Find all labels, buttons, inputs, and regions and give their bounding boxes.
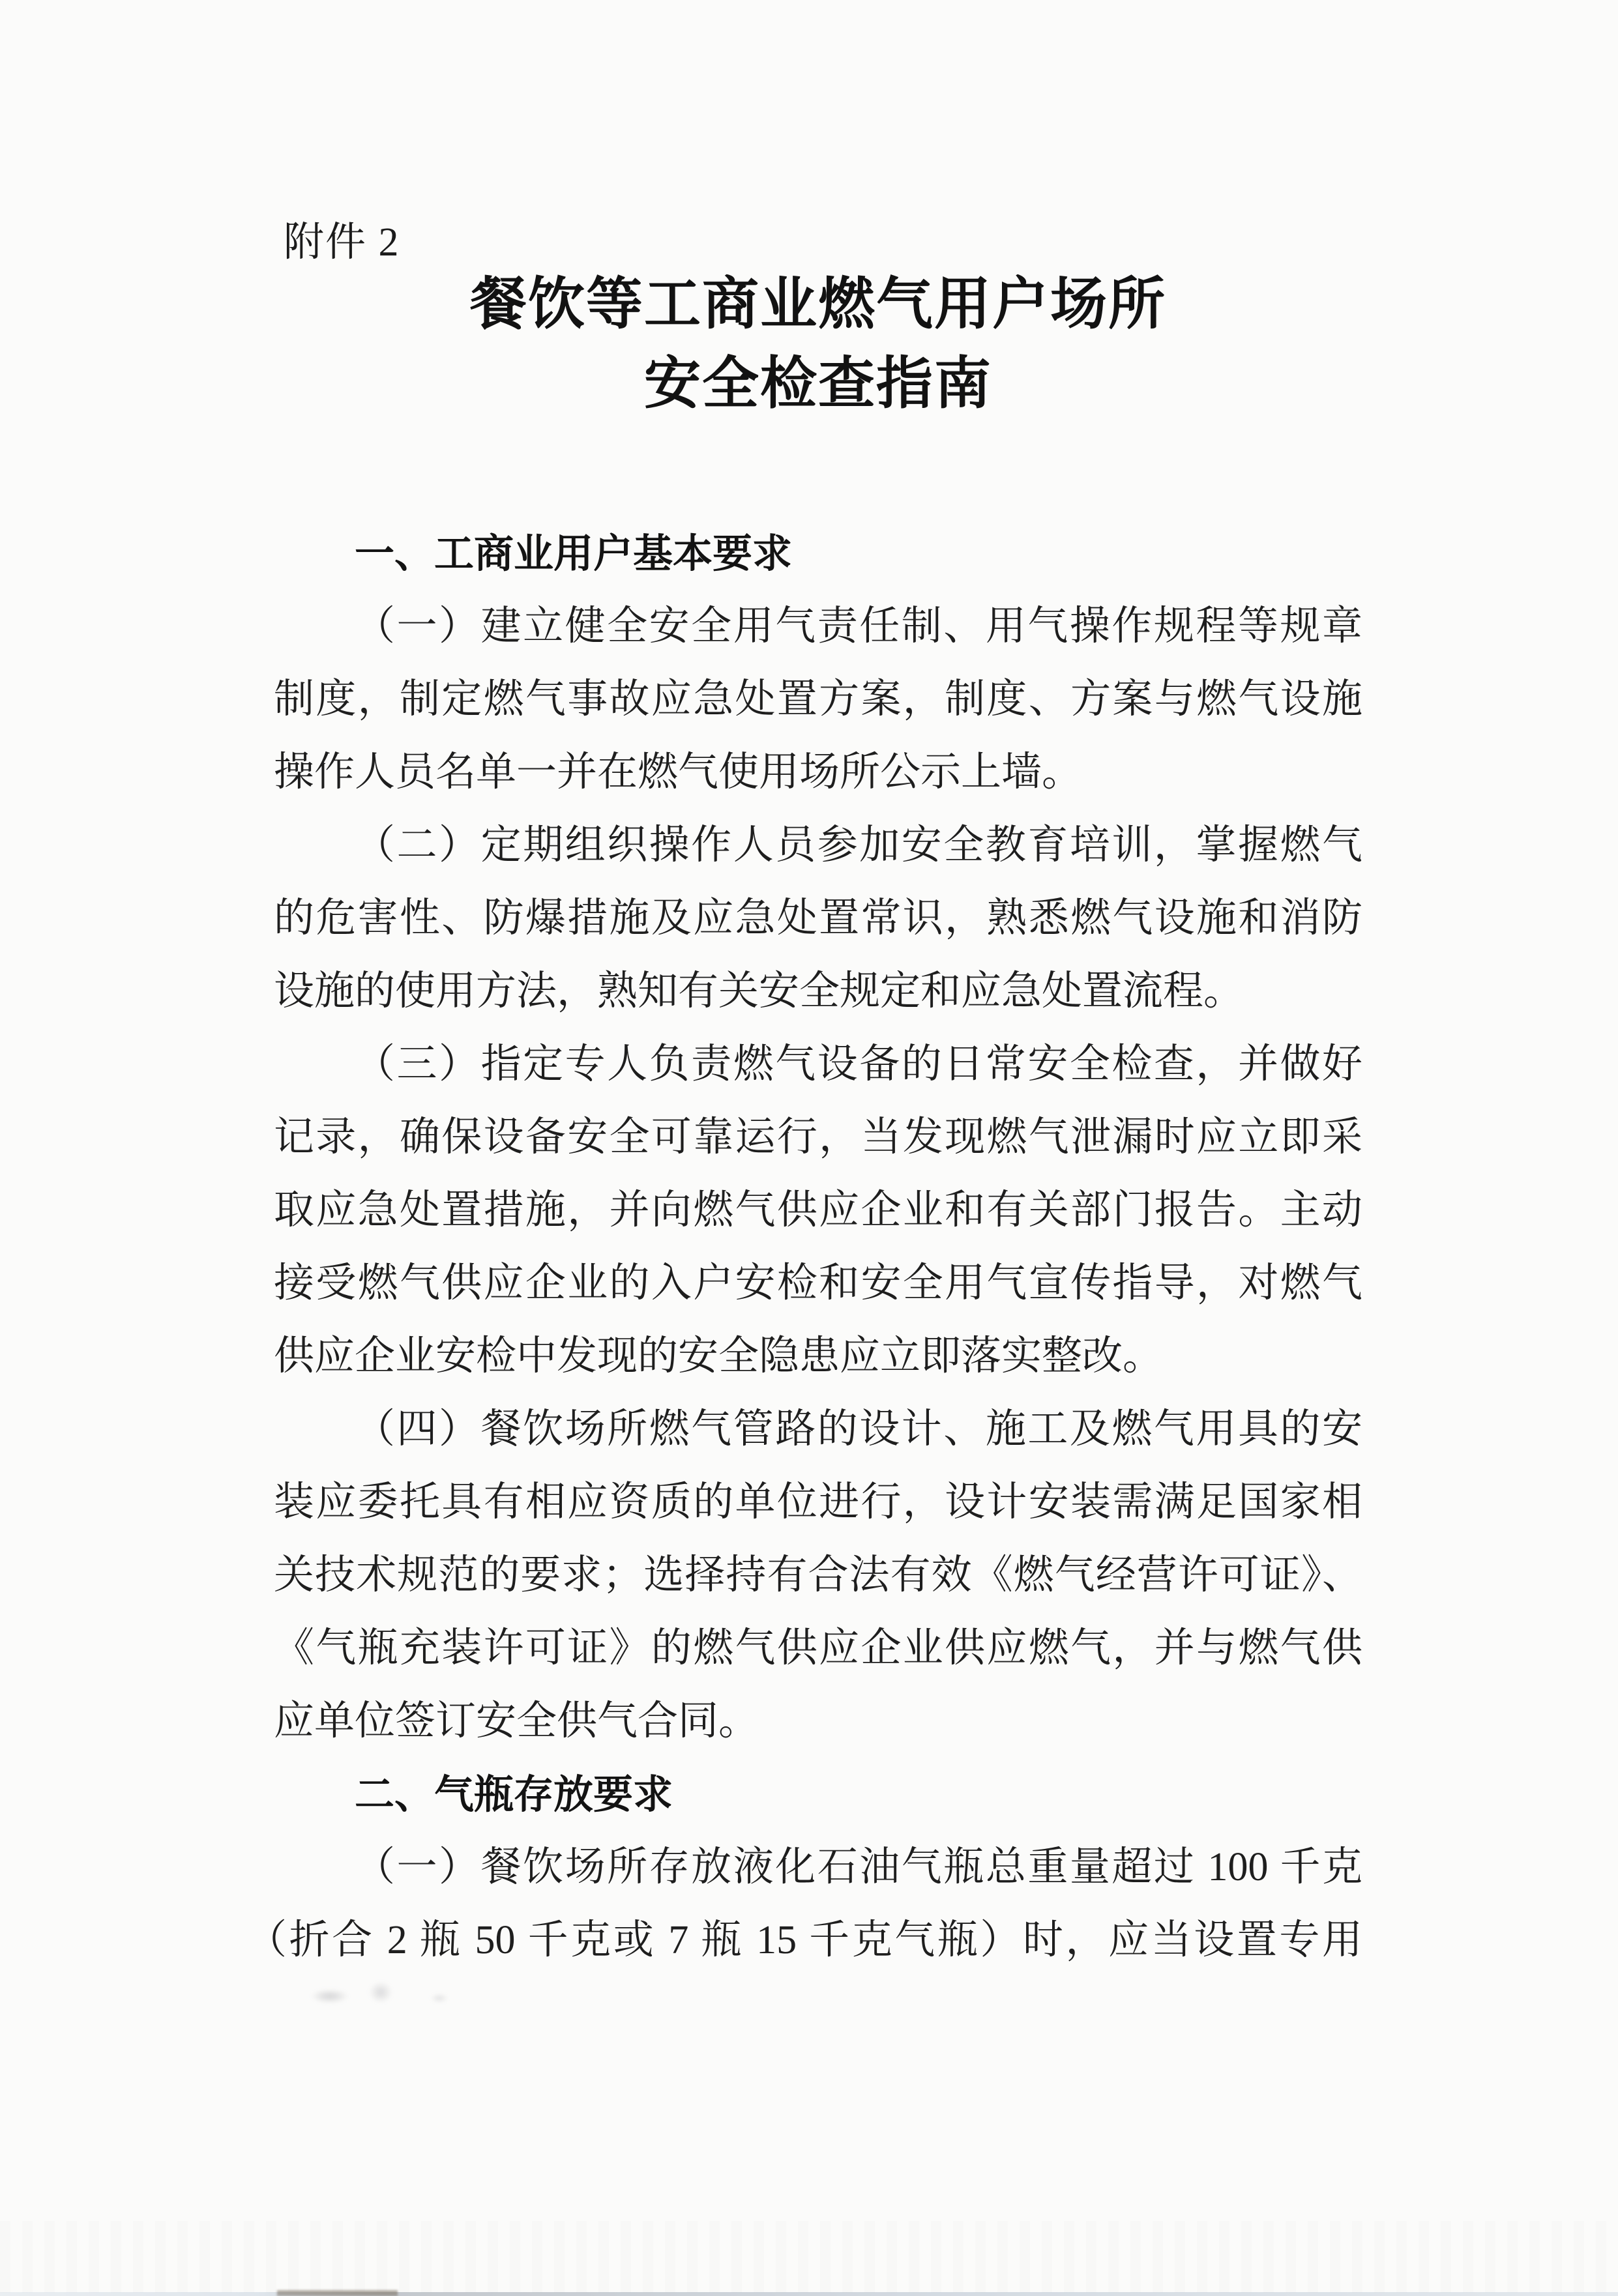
paragraph-line: 记录，确保设备安全可靠运行，当发现燃气泄漏时应立即采	[274, 1115, 1362, 1159]
paragraph-line: （一）建立健全安全用气责任制、用气操作规程等规章	[355, 604, 1362, 648]
paragraph-line: （三）指定专人负责燃气设备的日常安全检查，并做好	[355, 1042, 1362, 1086]
paragraph-line: （一）餐饮场所存放液化石油气瓶总重量超过 100 千克	[355, 1845, 1362, 1889]
paragraph-line: （折合 2 瓶 50 千克或 7 瓶 15 千克气瓶）时，应当设置专用	[246, 1918, 1362, 1962]
paragraph-line: 《气瓶充装许可证》的燃气供应企业供应燃气，并与燃气供	[274, 1626, 1362, 1670]
attachment-label: 附件 2	[284, 220, 400, 265]
title-line-1: 餐饮等工商业燃气用户场所	[470, 272, 1166, 336]
paragraph-line: 制度，制定燃气事故应急处置方案，制度、方案与燃气设施	[274, 677, 1362, 721]
document-title	[274, 265, 1362, 424]
paragraph-line: 的危害性、防爆措施及应急处置常识，熟悉燃气设施和消防	[274, 896, 1362, 940]
section-heading-1: 一、工商业用户基本要求	[355, 531, 793, 575]
paragraph-line: 接受燃气供应企业的入户安检和安全用气宣传指导，对燃气	[274, 1261, 1362, 1305]
paragraph-line: 关技术规范的要求；选择持有合法有效《燃气经营许可证》、	[274, 1553, 1362, 1597]
paragraph-line: 装应委托具有相应资质的单位进行，设计安装需满足国家相	[274, 1480, 1362, 1524]
scan-edge-chip-artifact	[277, 2290, 398, 2296]
document-body	[246, 517, 1362, 1977]
scan-edge-artifact	[0, 2292, 1618, 2296]
paragraph-line: 供应企业安检中发现的安全隐患应立即落实整改。	[274, 1334, 1164, 1378]
section-heading-2: 二、气瓶存放要求	[355, 1772, 673, 1816]
scan-haze-artifact	[0, 2221, 1618, 2293]
paragraph-line: 设施的使用方法，熟知有关安全规定和应急处置流程。	[274, 969, 1244, 1013]
title-line-2: 安全检查指南	[644, 352, 992, 415]
scan-smudge-artifact	[287, 1975, 482, 2014]
paragraph-line: （四）餐饮场所燃气管路的设计、施工及燃气用具的安	[355, 1407, 1362, 1451]
paragraph-line: 应单位签订安全供气合同。	[274, 1699, 759, 1743]
paragraph-line: （二）定期组织操作人员参加安全教育培训，掌握燃气	[355, 823, 1362, 867]
paragraph-line: 取应急处置措施，并向燃气供应企业和有关部门报告。主动	[274, 1188, 1362, 1232]
paragraph-line: 操作人员名单一并在燃气使用场所公示上墙。	[274, 750, 1083, 794]
